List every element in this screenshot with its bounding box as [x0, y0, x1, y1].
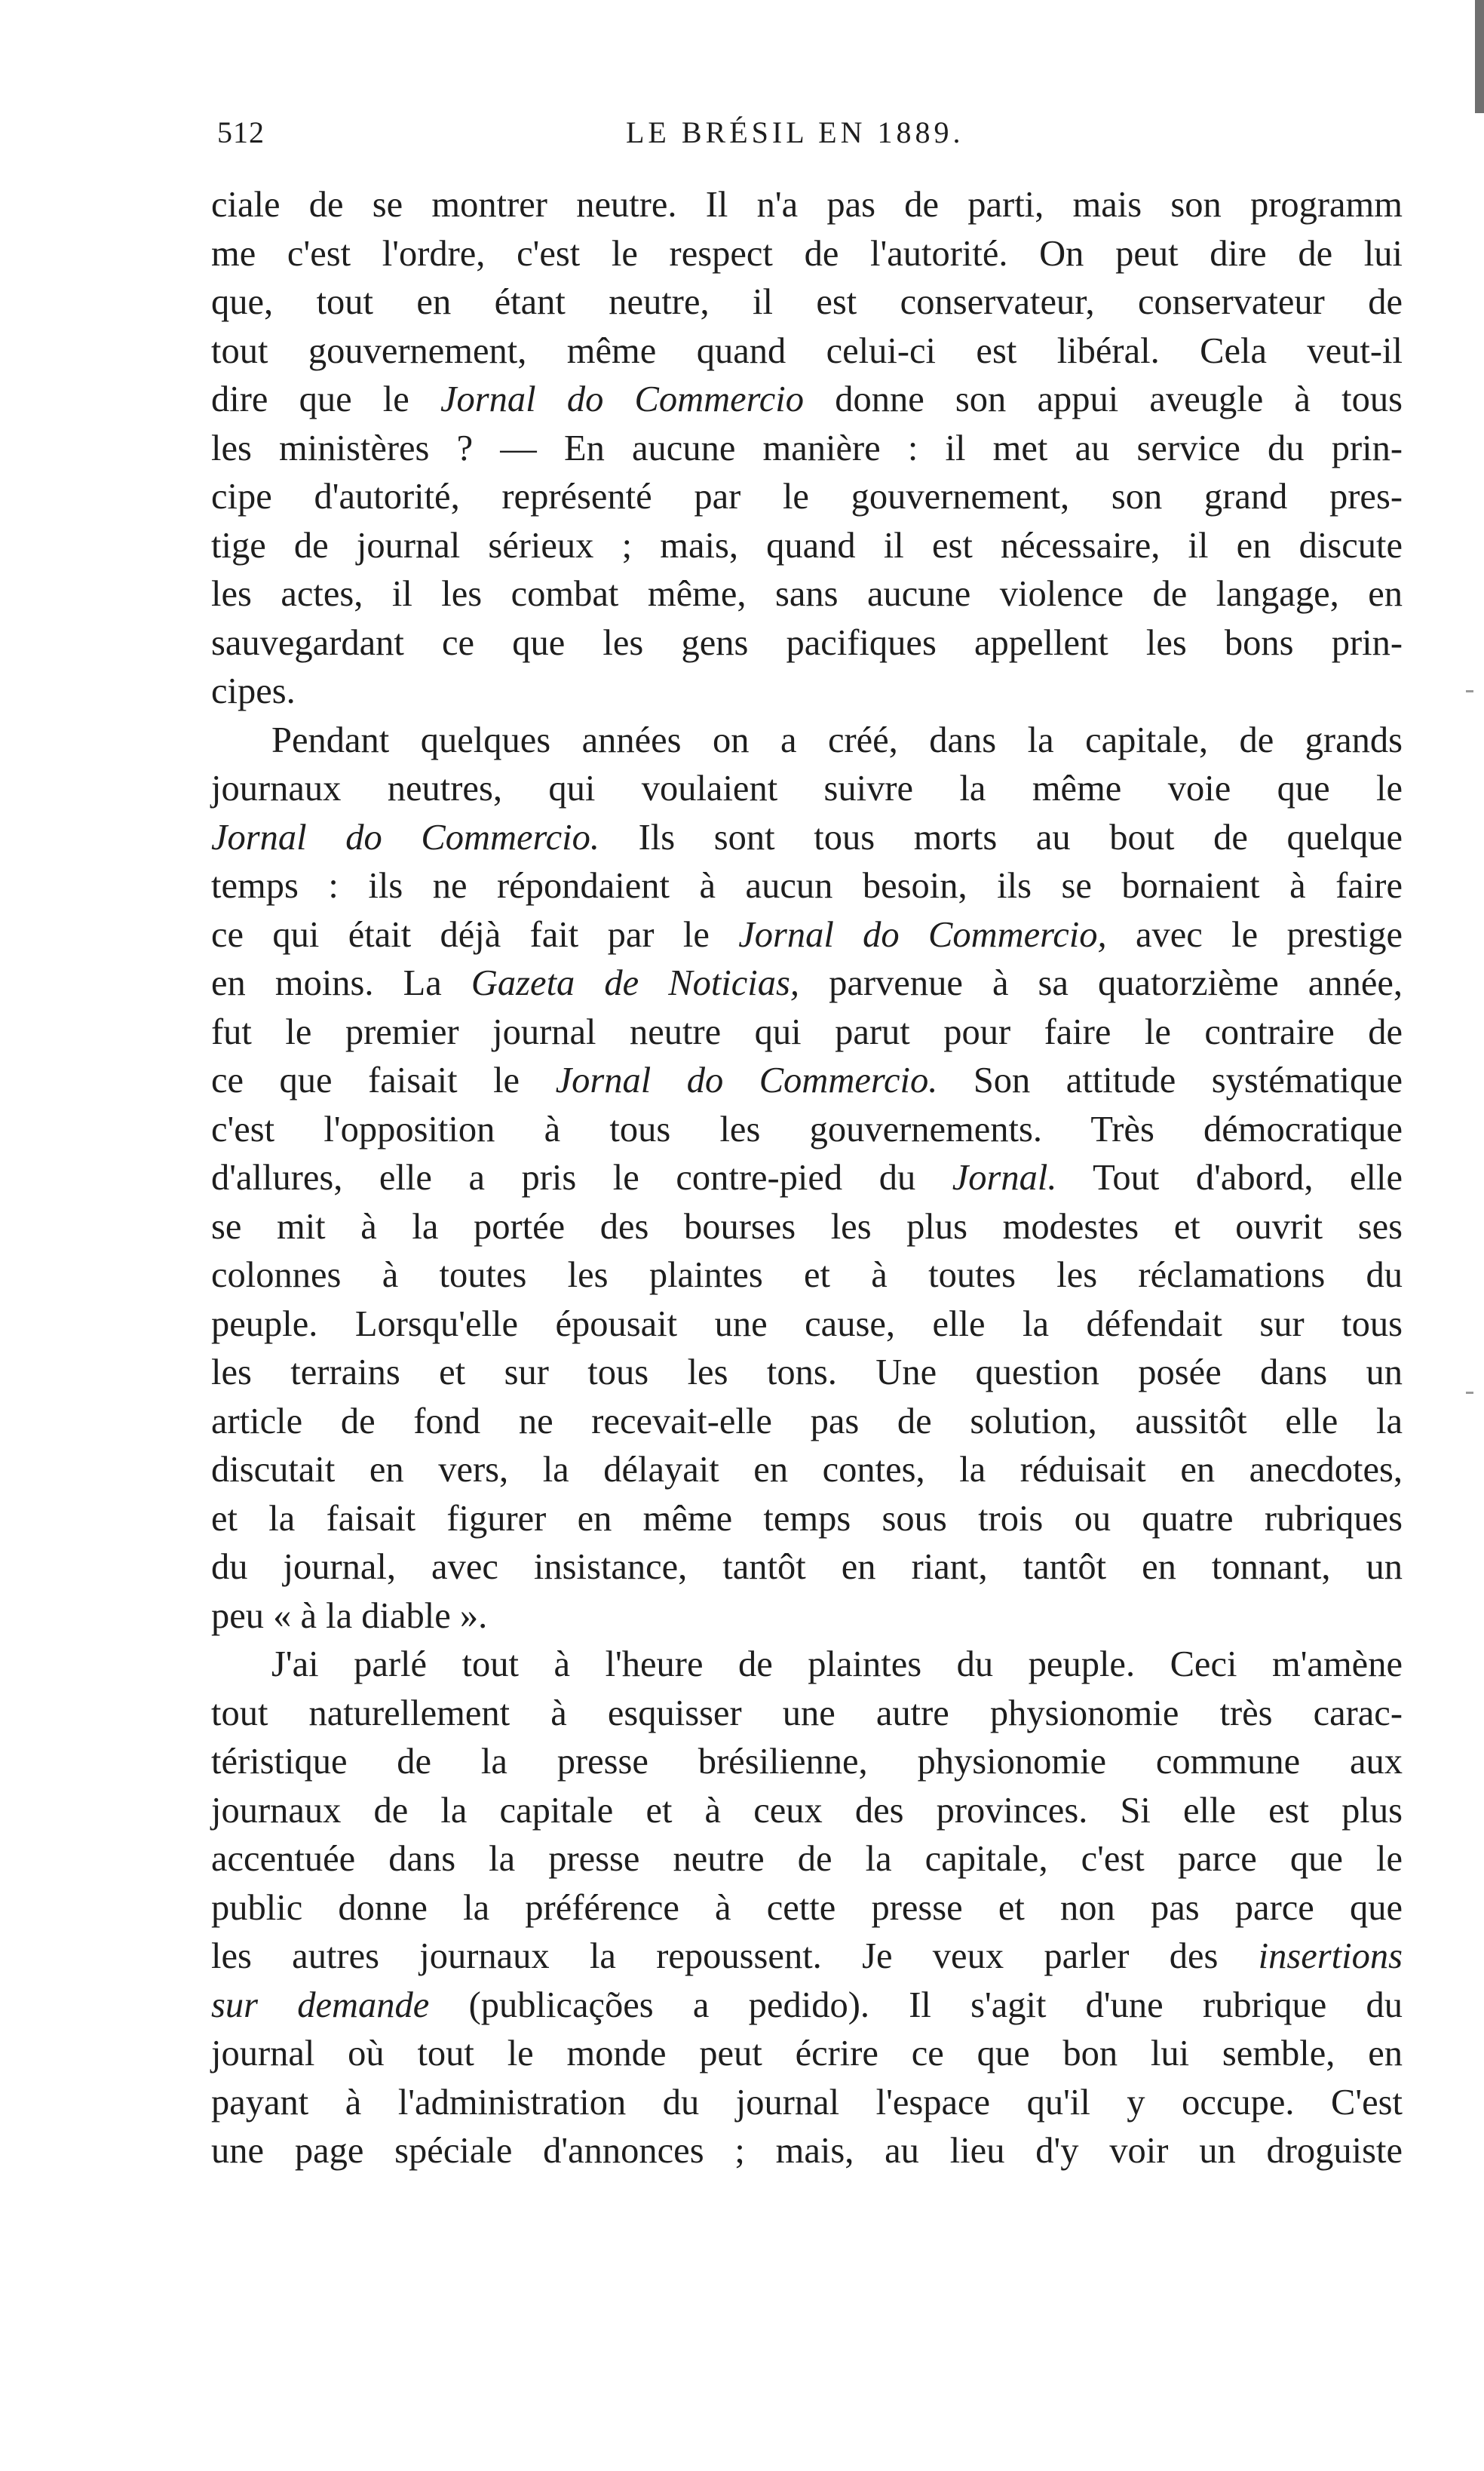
text-segment: c'est l'opposition à tous les gouvernements. Très démocratique [211, 1109, 1403, 1150]
italic-title: sur demande [211, 1984, 430, 2025]
text-line [211, 1300, 1403, 1349]
text-segment: payant à l'administration du journal l'espace qu'il y occupe. C'est [211, 2082, 1403, 2123]
text-segment: d'allures, elle a pris le contre-pied du [211, 1158, 952, 1198]
text-segment: peuple. Lorsqu'elle épousait une cause, elle la défendait sur tous [211, 1303, 1403, 1344]
text-segment: me c'est l'ordre, c'est le respect de l'autorité. On peut dire de lui [211, 233, 1403, 274]
text-line [211, 2079, 1403, 2128]
text-line [211, 717, 1403, 766]
text-segment: tige de journal sérieux ; mais, quand il est nécessaire, il en discute [211, 525, 1403, 566]
text-segment: article de fond ne recevait-elle pas de solution, aussitôt elle la [211, 1401, 1403, 1441]
text-line [211, 1835, 1403, 1884]
text-segment: tout gouvernement, même quand celui-ci est libéral. Cela veut-il [211, 330, 1403, 371]
body-text [211, 181, 1403, 2176]
text-line [211, 376, 1403, 425]
text-line [211, 2030, 1403, 2079]
text-segment: ce que faisait le [211, 1061, 556, 1100]
text-line [211, 522, 1403, 571]
text-line [211, 1884, 1403, 1933]
text-line [211, 1932, 1403, 1981]
text-segment: accentuée dans la presse neutre de la capitale, c'est parce que le [211, 1839, 1403, 1879]
italic-title: Jornal do Commercio [440, 379, 805, 419]
text-segment: donne son appui aveugle à tous [804, 379, 1403, 419]
text-line [211, 425, 1403, 474]
text-segment: Ils sont tous morts au bout de quelque [599, 817, 1403, 858]
text-line [211, 2127, 1403, 2176]
text-segment: Son attitude systématique [937, 1061, 1403, 1100]
text-line [211, 814, 1403, 863]
text-line [211, 1008, 1403, 1057]
text-segment: colonnes à toutes les plaintes et à toutes les réclamations du [211, 1255, 1403, 1295]
text-segment: public donne la préférence à cette presse et non pas parce que [211, 1887, 1403, 1928]
text-segment: cipes. [211, 671, 296, 711]
text-line [211, 1690, 1403, 1739]
text-line [211, 765, 1403, 814]
text-line [211, 1787, 1403, 1836]
text-segment: se mit à la portée des bourses les plus modestes et ouvrit ses [211, 1206, 1403, 1247]
text-segment: fut le premier journal neutre qui parut pour faire le contraire de [211, 1011, 1403, 1052]
text-line [211, 1495, 1403, 1544]
text-segment: Pendant quelques années on a créé, dans la capitale, de grands [271, 720, 1403, 760]
text-line [211, 1592, 1403, 1641]
italic-title: Jornal. [952, 1158, 1057, 1198]
text-segment: et la faisait figurer en même temps sous trois ou quatre rubriques [211, 1498, 1403, 1539]
text-segment: téristique de la presse brésilienne, physionomie commune aux [211, 1742, 1403, 1782]
text-segment: ce qui était déjà fait par le [211, 914, 739, 955]
page-edge-mark [1475, 0, 1484, 113]
text-line [211, 619, 1403, 668]
text-segment: peu « à la diable ». [211, 1595, 488, 1636]
text-line [211, 1251, 1403, 1300]
text-segment: tout naturellement à esquisser une autre physionomie très carac- [211, 1693, 1403, 1733]
text-line [211, 570, 1403, 619]
text-segment: temps : ils ne répondaient à aucun besoin, ils se bornaient à faire [211, 866, 1403, 906]
text-segment: J'ai parlé tout à l'heure de plaintes du peuple. Ceci m'amène [271, 1644, 1403, 1684]
page-header [211, 115, 1403, 157]
text-segment: journaux de la capitale et à ceux des provinces. Si elle est plus [211, 1790, 1403, 1831]
text-segment: sauvegardant ce que les gens pacifiques appellent les bons prin- [211, 622, 1403, 663]
text-line [211, 181, 1403, 230]
italic-title: Gazeta de Noticias, [471, 963, 800, 1003]
text-segment: les actes, il les combat même, sans aucune violence de langage, en [211, 574, 1403, 614]
text-line [211, 911, 1403, 960]
text-line [211, 1154, 1403, 1203]
text-line [211, 1446, 1403, 1495]
text-segment: journaux neutres, qui voulaient suivre la même voie que le [211, 769, 1403, 809]
italic-title: Jornal do Commercio. [555, 1061, 938, 1100]
margin-mark [1466, 1392, 1473, 1394]
text-segment: du journal, avec insistance, tantôt en riant, tantôt en tonnant, un [211, 1547, 1403, 1587]
text-line [211, 327, 1403, 376]
text-segment: dire que le [211, 379, 440, 419]
text-line [211, 1057, 1403, 1106]
text-line [211, 668, 1403, 717]
text-line [211, 1349, 1403, 1398]
italic-title: Jornal do Commercio, [738, 914, 1107, 955]
text-line [211, 230, 1403, 279]
text-line [211, 278, 1403, 327]
text-segment: (publicações a pedido). Il s'agit d'une rubrique du [429, 1984, 1403, 2025]
text-segment: avec le prestige [1106, 914, 1403, 955]
text-line [211, 473, 1403, 522]
text-segment: une page spéciale d'annonces ; mais, au lieu d'y voir un droguiste [211, 2131, 1403, 2171]
margin-mark [1466, 690, 1473, 692]
page-number: 512 [217, 115, 265, 149]
text-segment: discutait en vers, la délayait en contes, la réduisait en anecdotes, [211, 1450, 1403, 1490]
running-title: LE BRÉSIL EN 1889. [626, 115, 964, 149]
text-segment: les autres journaux la repoussent. Je veux parler des [211, 1936, 1259, 1976]
text-segment: parvenue à sa quatorzième année, [799, 963, 1403, 1003]
italic-title: Jornal do Commercio. [211, 817, 600, 858]
text-line [211, 1641, 1403, 1690]
text-segment: les terrains et sur tous les tons. Une question posée dans un [211, 1352, 1403, 1392]
text-line [211, 1203, 1403, 1252]
text-segment: Tout d'abord, elle [1056, 1158, 1403, 1198]
text-segment: ciale de se montrer neutre. Il n'a pas de parti, mais son programm [211, 185, 1403, 225]
text-segment: en moins. La [211, 963, 471, 1003]
text-line [211, 1981, 1403, 2031]
text-segment: cipe d'autorité, représenté par le gouvernement, son grand pres- [211, 477, 1403, 517]
text-line [211, 1738, 1403, 1787]
text-segment: journal où tout le monde peut écrire ce que bon lui semble, en [211, 2034, 1403, 2073]
text-line [211, 959, 1403, 1008]
text-line [211, 1398, 1403, 1447]
italic-title: insertions [1258, 1936, 1403, 1976]
text-line [211, 1106, 1403, 1155]
text-line [211, 862, 1403, 911]
text-line [211, 1543, 1403, 1592]
text-segment: les ministères ? — En aucune manière : il met au service du prin- [211, 428, 1403, 468]
text-segment: que, tout en étant neutre, il est conservateur, conservateur de [211, 282, 1403, 322]
